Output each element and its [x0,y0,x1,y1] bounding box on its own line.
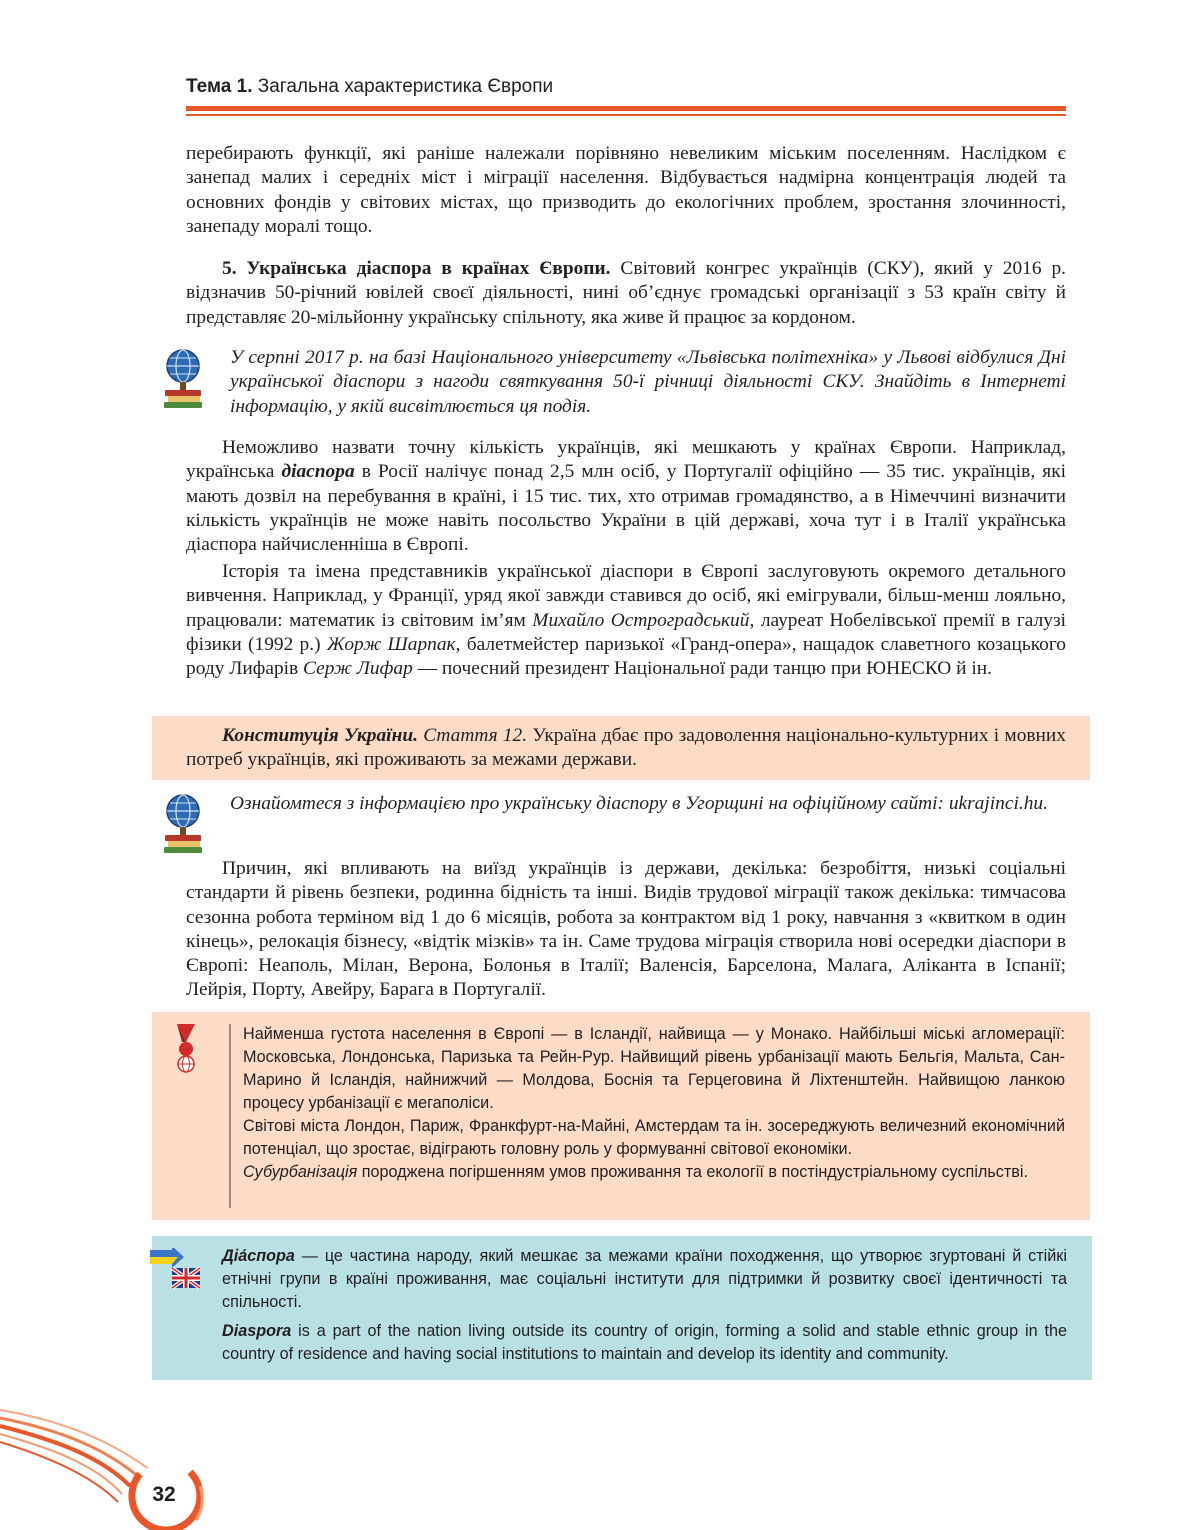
paragraph-urbanization: перебирають функції, які раніше належали порівняно невеликим міським поселенням. Наслідком є занепад малих і середніх міст і міграції населення. Відбувається надмірна концентрація людей та основних фондів у світових містах, що призводить до екологічних проблем, зростання злочинності, занепаду моралі тощо. [186,143,1066,237]
header-rule-thick [186,106,1066,111]
facts-p3-rest: породжена погіршенням умов проживання та екології в постіндустріальному суспільстві. [357,1163,1029,1181]
topic-number: Тема 1. [186,76,253,97]
glossary-ua-def: — це частина народу, який мешкає за межами країни походження, що утворює згуртовані й стійкі етнічні групи в країні проживання, має соціальні інститути для підтримки й розвитку своєї ідентичності та спільності. [222,1247,1067,1312]
globe-books-icon [160,345,206,411]
section-5-heading: 5. Українська діаспора в країнах Європи. [222,258,611,279]
para3-c: , балетмейстер паризької «Гранд-опера», нащадок славетного козацького роду Лифарів [186,633,1067,680]
glossary-en-def: is a part of the nation living outside its country of origin, forming a solid and stable ethnic group in the country of residence and having social institutions to maintain and develop its identity and community. [222,1322,1067,1364]
paragraph-diaspora-history [186,560,1066,681]
glossary-ua [222,1245,1067,1315]
facts-p1: Найменша густота населення в Європі — в Ісландії, найвища — у Монако. Найбільші міські агломерації: Московська, Лондонська, Паризька та Рейн-Рур. Найвищий рівень урбанізації мають Бельгія, Мальта, Сан-Марино й Ісландія, найнижчий — Молдова, Боснія та Герцеговина й Ліхтенштейн. Найвищою ланкою процесу урбанізації є мегаполіси. [243,1025,1065,1112]
name-charpak: Жорж Шарпак [326,633,456,655]
constitution-title: Конституція України. [222,725,418,746]
facts-p2: Світові міста Лондон, Париж, Франкфурт-на-Майні, Амстердам та ін. зосереджують величезний економічний потенціал, що зростає, відіграють головну роль у формуванні світової економіки. [243,1117,1065,1158]
glossary-en [222,1320,1067,1366]
para3-b: , лауреат Нобелівської премії в галузі фізики (1992 р.) [186,609,1067,655]
medal-icon [173,1022,199,1074]
para3-a: Історія та імена представників української діаспори в Європі заслуговують окремого детального вивчення. Наприклад, у Франції, уряд якої завжди ставився до осіб, які емігрували, більш-менш лояльно, працювали: математик із світовим ім’ям [186,561,1066,631]
ua-uk-flags-icon [150,1248,202,1292]
para3-d: — почесний президент Національної ради танцю при ЮНЕСКО й ін. [412,658,992,680]
section-5-paragraph [186,257,1066,330]
running-header [186,76,553,98]
constitution-article: Стаття 12. [423,725,528,746]
term-suburbanization: Субурбанізація [243,1163,358,1181]
term-diaspora: діаспора [281,461,355,483]
constitution-body: Україна дбає про задоволення національно-культурних і мовних потреб українців, які проживають за межами держави. [186,725,1067,771]
name-ostrogradsky: Михайло Остроградський [532,609,750,631]
header-rule-thin [186,114,1066,116]
task-2-text: Ознайомтеся з інформацією про українську діаспору в Угорщині на офіційному сайті: ukrajinci.hu. [230,793,1048,814]
para2-before: Неможливо назвати точну кількість українців, які мешкають у країнах Європи. Наприклад, українська [186,437,1066,483]
name-lifar: Серж Лифар [303,658,413,680]
paragraph-diaspora-count [186,436,1066,557]
page-number: 32 [152,1483,176,1506]
glossary-en-term: Diaspora [222,1322,292,1340]
facts-text [243,1023,1065,1184]
section-5-text: Світовий конгрес українців (СКУ), який у 2016 р. відзначив 50-річний ювілей своєї діяльності, нині об’єднує громадські організації з 53 країн світу й представляє 20-мільйонну українську спільноту, яка живе й працює за кордоном. [186,258,1067,328]
para2-after: в Росії налічує понад 2,5 млн осіб, у Португалії офіційно — 35 тис. українців, які мають дозвіл на перебування в країні, і 15 тис. тих, хто отримав громадянство, а в Німеччині визначити кількість українців не може навіть посольство України в цій державі, хоча тут і в Італії українська діаспора найчисленніша в Європі. [186,461,1067,556]
glossary-ua-term: Діа́спора [222,1247,295,1265]
paragraph-migration-causes: Причин, які впливають на виїзд українців із держави, декілька: безробіття, низькі соціальні стандарти й рівень безпеки, родинна бідність та інші. Видів трудової міграції також декілька: тимчасова сезонна робота терміном від 1 до 6 місяців, робота за контрактом від 1 року, навчання з «квитком в один кінець», релокація бізнесу, «відтік мізків» та ін. Саме трудова міграція створила нові осередки діаспори в Європі: Неаполь, Мілан, Верона, Болонья в Італії; Валенсія, Барселона, Малага, Аліканта в Іспанії; Лейрія, Порту, Авейру, Барага в Португалії. [186,858,1066,1001]
facts-p3 [243,1161,1065,1184]
globe-books-icon [160,790,206,856]
topic-title: Загальна характеристика Європи [257,76,554,97]
task-1-text: У серпні 2017 р. на базі Національного університету «Львівська політехніка» у Львові відбулися Дні української діаспори з нагоди святкування 50-ї річниці діяльності СКУ. Знайдіть в Інтернеті інформацію, у якій висвітлюється ця подія. [230,347,1066,417]
constitution-text [186,724,1066,773]
facts-divider [229,1024,231,1208]
swoosh-decoration [0,1390,240,1530]
